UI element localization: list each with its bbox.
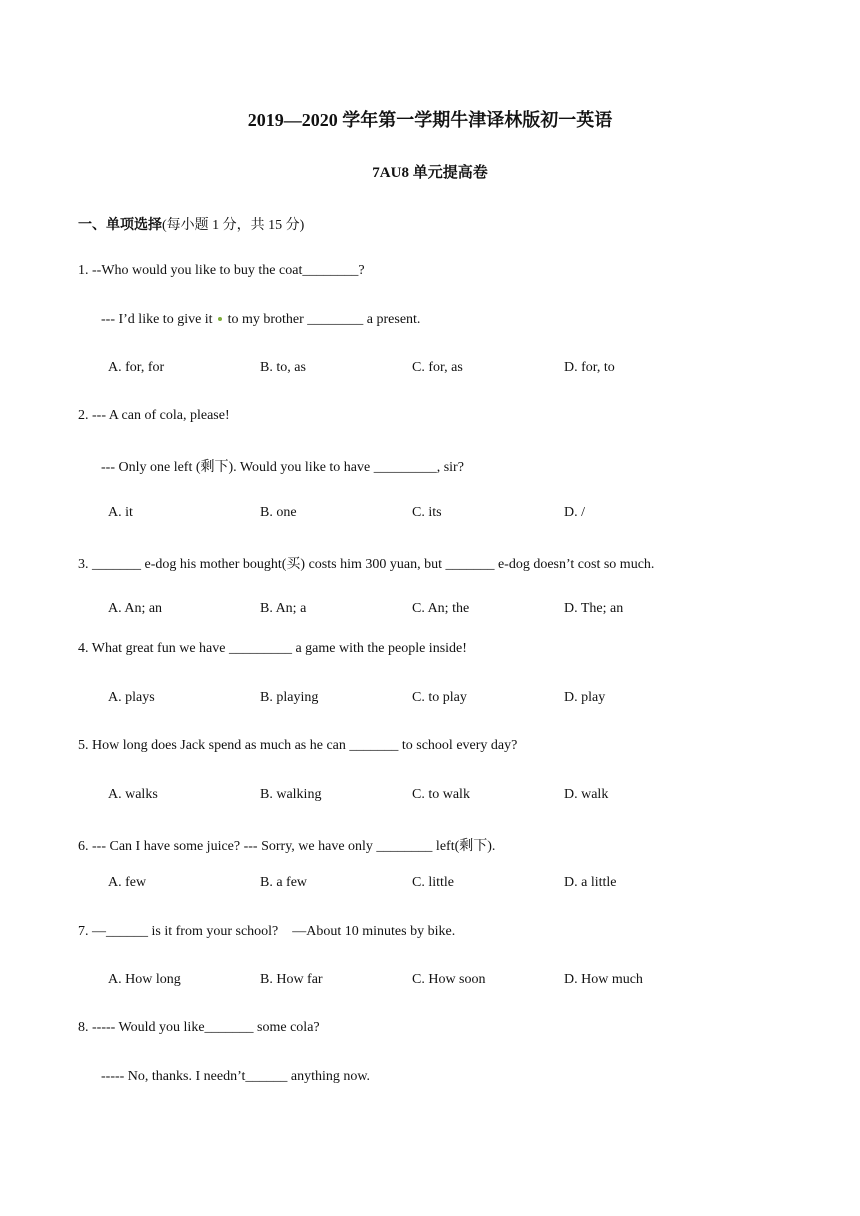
question-1-line2-b: to my brother ________ a present. [224,312,421,327]
question-7-option-d: D. How much [564,972,643,987]
question-4-option-a: A. plays [108,690,155,705]
question-6-option-b: B. a few [260,875,308,890]
question-7-option-b: B. How far [260,972,323,987]
section-heading-label: 一、单项选择 [78,218,162,233]
question-6-option-d: D. a little [564,875,617,890]
question-1-option-c: C. for, as [412,360,463,375]
question-8-line2: ----- No, thanks. I needn’t______ anything now. [101,1069,371,1084]
question-6-option-c: C. little [412,875,454,890]
page-subtitle: 7AU8 单元提高卷 [372,165,488,181]
section-heading [78,214,304,234]
question-3-option-c: C. An; the [412,601,470,616]
question-3-option-d: D. The; an [564,601,624,616]
question-2-option-c: C. its [412,505,442,520]
question-2-stem: 2. --- A can of cola, please! [78,408,230,423]
question-5-option-c: C. to walk [412,787,470,802]
question-5-option-d: D. walk [564,787,609,802]
question-7-option-a: A. How long [108,972,181,987]
question-5-option-b: B. walking [260,787,322,802]
question-3-option-a: A. An; an [108,601,163,616]
question-7-stem: 7. —______ is it from your school? —About 10 minutes by bike. [78,924,456,939]
question-4-option-b: B. playing [260,690,319,705]
question-5-stem: 5. How long does Jack spend as much as he can _______ to school every day? [78,738,518,753]
question-1-option-d: D. for, to [564,360,615,375]
annotation-mark-icon [218,317,222,321]
question-2-option-a: A. it [108,505,133,520]
question-2-option-b: B. one [260,505,297,520]
question-1-line2-a: --- I’d like to give it [101,312,217,327]
question-6-stem: 6. --- Can I have some juice? --- Sorry, we have only ________ left(剩下). [78,839,496,854]
question-1-option-b: B. to, as [260,360,306,375]
question-1-option-a: A. for, for [108,360,165,375]
question-8-stem: 8. ----- Would you like_______ some cola? [78,1020,320,1035]
question-3-option-b: B. An; a [260,601,307,616]
page-title: 2019—2020 学年第一学期牛津译林版初一英语 [247,110,613,130]
question-1-line2 [101,312,420,328]
question-2-option-d: D. / [564,505,585,520]
section-heading-note: (每小题 1 分，共 15 分) [162,218,305,233]
question-4-stem: 4. What great fun we have _________ a game with the people inside! [78,641,467,656]
question-3-stem: 3. _______ e-dog his mother bought(买) costs him 300 yuan, but _______ e-dog doesn’t cost so much. [78,557,655,572]
question-1-stem: 1. --Who would you like to buy the coat________? [78,263,365,278]
question-4-option-c: C. to play [412,690,467,705]
question-4-option-d: D. play [564,690,606,705]
question-5-option-a: A. walks [108,787,158,802]
question-2-line2: --- Only one left (剩下). Would you like to have _________, sir? [101,460,464,475]
question-6-option-a: A. few [108,875,147,890]
question-7-option-c: C. How soon [412,972,486,987]
